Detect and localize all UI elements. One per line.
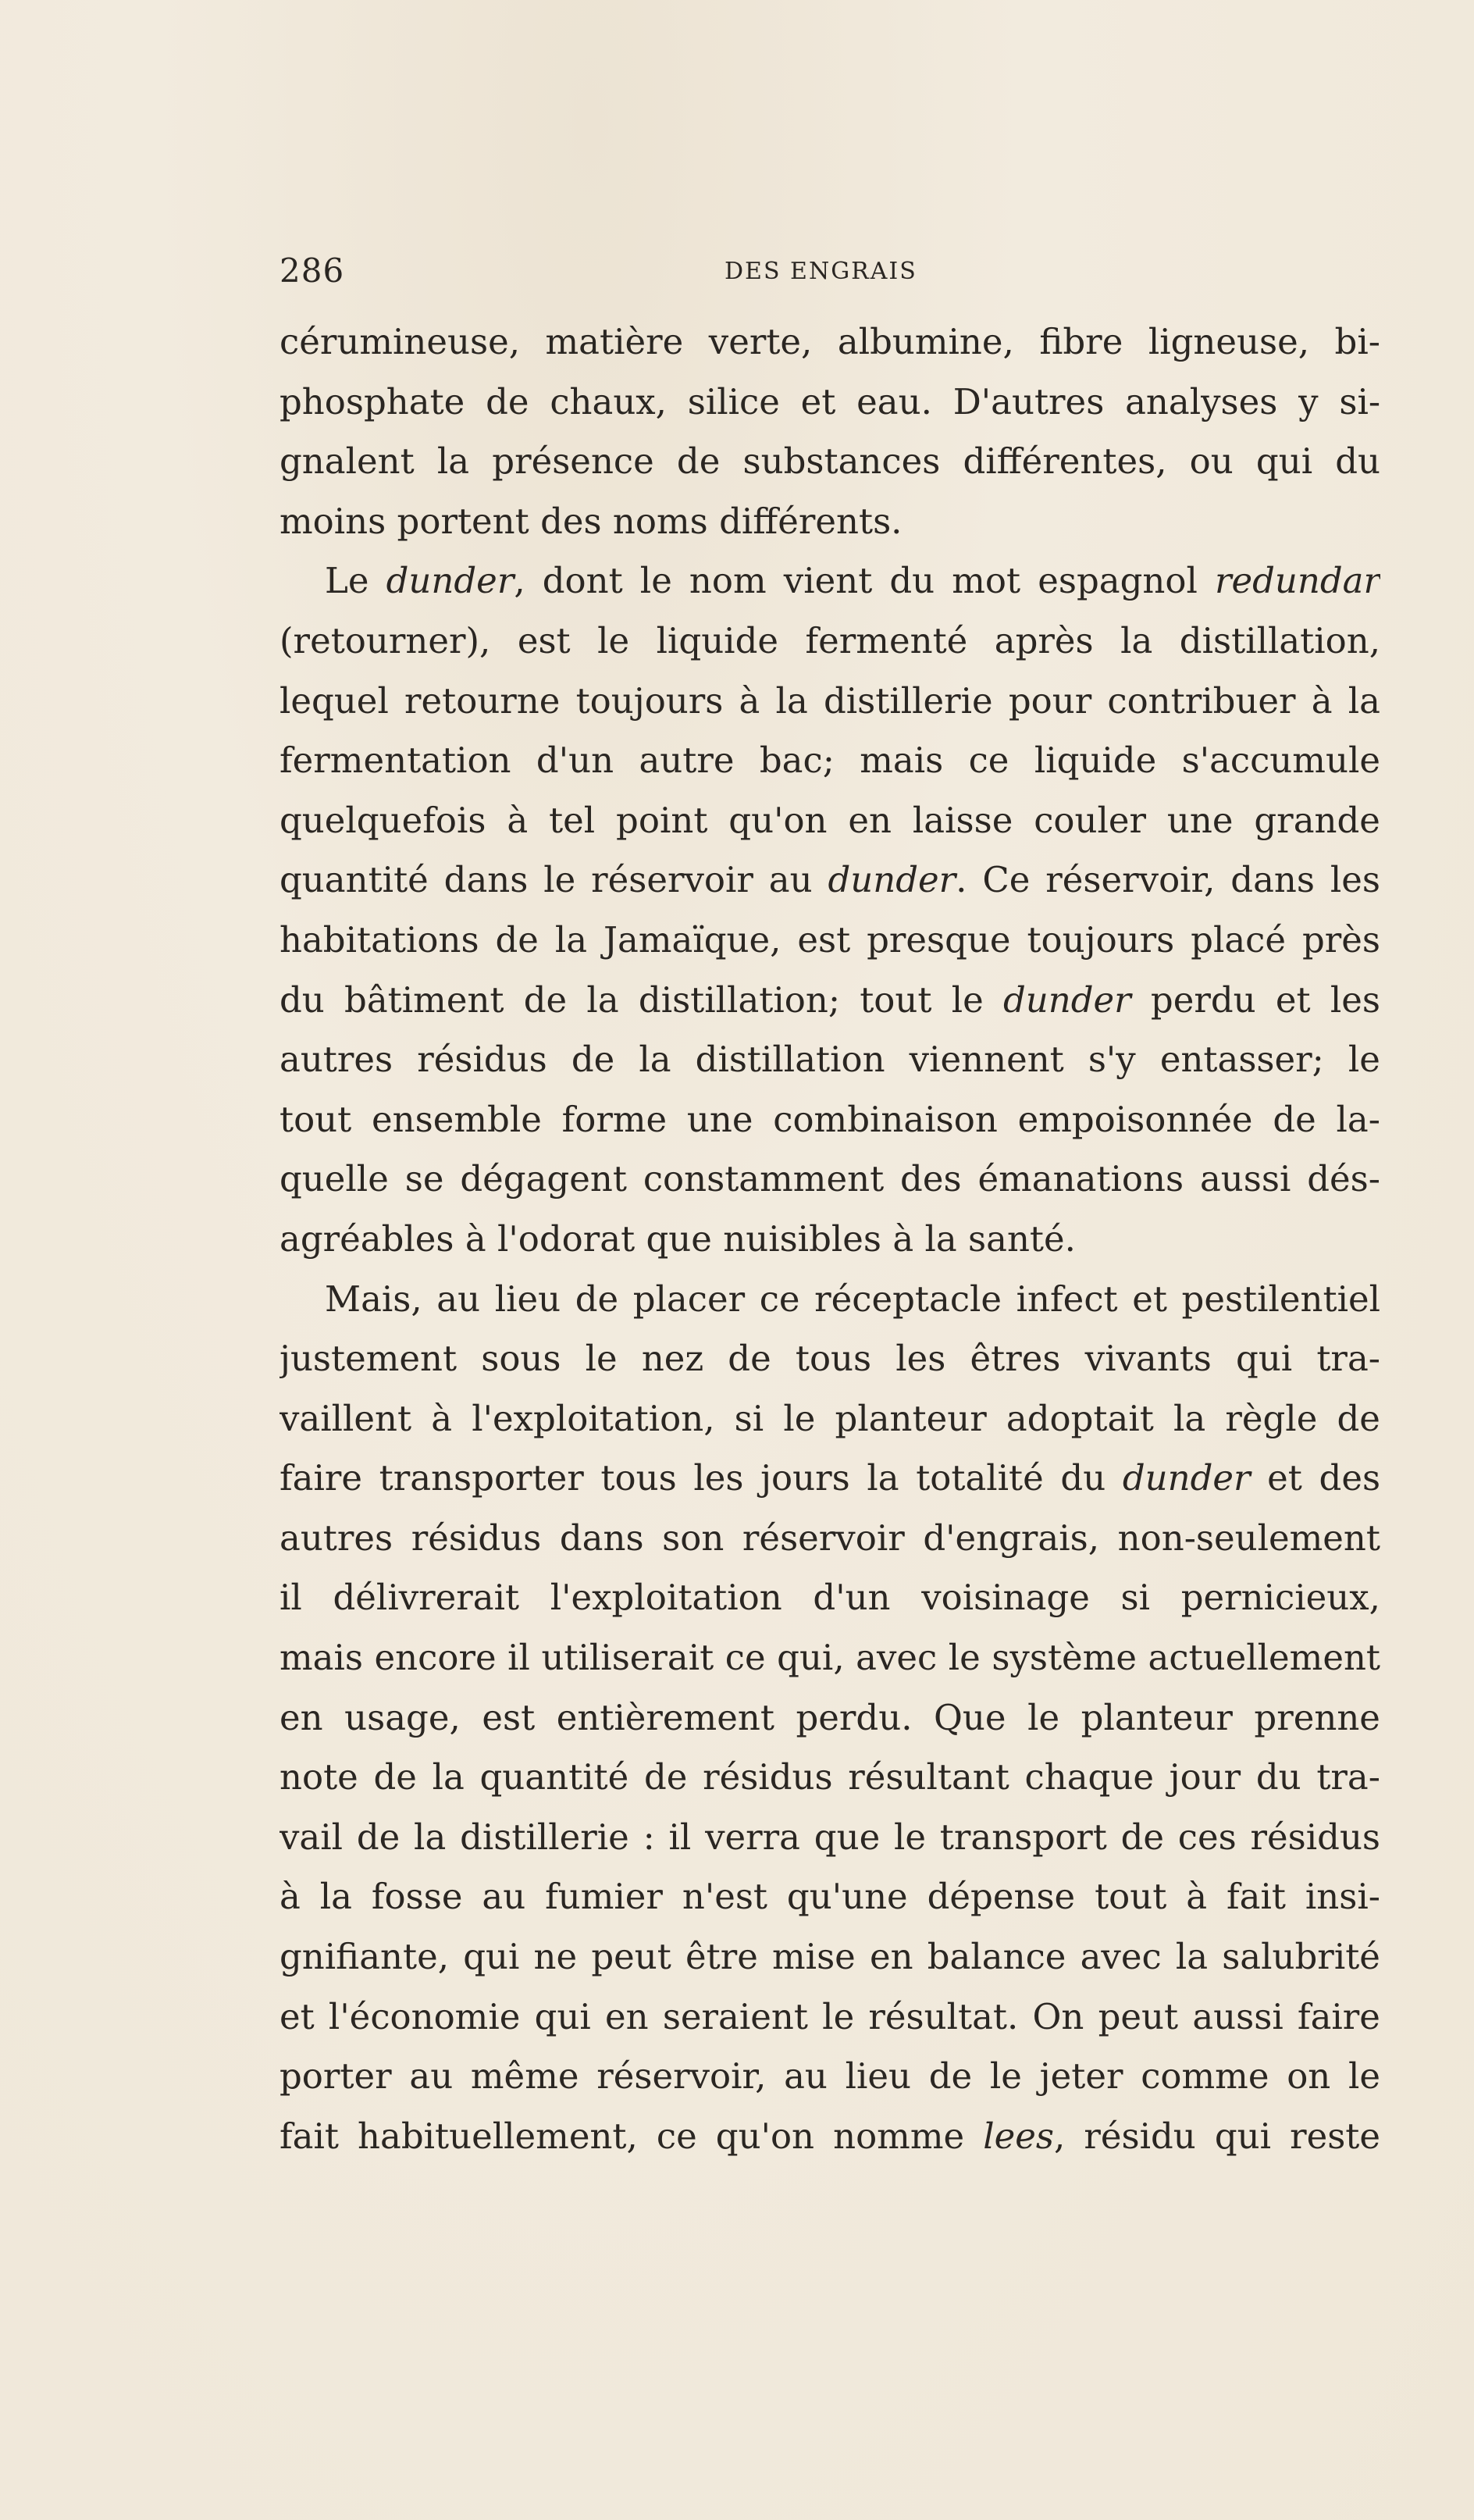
text-line: Mais, au lieu de placer ce réceptacle infect et pestilentiel [325, 1278, 1380, 1320]
text-line: moins portent des noms différents. [279, 500, 903, 542]
text-line: note de la quantité de résidus résultant chaque jour du tra- [279, 1756, 1380, 1798]
text-line: gnifiante, qui ne peut être mise en balance avec la salubrité [279, 1936, 1380, 1978]
text-line: fermentation d'un autre bac; mais ce liquide s'accumule [279, 740, 1380, 782]
text-line: lequel retourne toujours à la distillerie pour contribuer à la [279, 679, 1380, 722]
text-line: gnalent la présence de substances différentes, ou qui du [279, 440, 1380, 483]
text-line: autres résidus dans son réservoir d'engrais, non-seulement [279, 1517, 1380, 1559]
page-header [279, 251, 1388, 298]
text-line: autres résidus de la distillation viennent s'y entasser; le [279, 1039, 1380, 1081]
text-line: agréables à l'odorat que nuisibles à la santé. [279, 1217, 1076, 1260]
text-line: vail de la distillerie : il verra que le transport de ces résidus [279, 1816, 1380, 1858]
text-line: porter au même réservoir, au lieu de le jeter comme on le [279, 2055, 1380, 2098]
running-head: DES ENGRAIS [725, 258, 917, 285]
text-line: faire transporter tous les jours la totalité du dunder et des [279, 1457, 1380, 1499]
text-line: justement sous le nez de tous les êtres vivants qui tra- [279, 1338, 1380, 1380]
text-line: il délivrerait l'exploitation d'un voisinage si pernicieux, [279, 1577, 1380, 1619]
text-line: mais encore il utiliserait ce qui, avec le système actuellement [279, 1637, 1380, 1679]
text-line: phosphate de chaux, silice et eau. D'autres analyses y si- [279, 380, 1380, 422]
text-line: à la fosse au fumier n'est qu'une dépense tout à fait insi- [279, 1876, 1380, 1918]
text-line: tout ensemble forme une combinaison empoisonnée de la- [279, 1098, 1380, 1140]
text-line: et l'économie qui en seraient le résultat. On peut aussi faire [279, 1995, 1380, 2037]
text-line: quantité dans le réservoir au dunder. Ce réservoir, dans les [279, 859, 1380, 901]
text-line: quelle se dégagent constamment des émanations aussi dés- [279, 1158, 1380, 1200]
page-number: 286 [279, 251, 345, 290]
text-line: fait habituellement, ce qu'on nomme lees, résidu qui reste [279, 2115, 1380, 2157]
text-line: Le dunder, dont le nom vient du mot espagnol redundar [325, 560, 1380, 602]
text-line: cérumineuse, matière verte, albumine, fibre ligneuse, bi- [279, 321, 1380, 362]
text-line: quelquefois à tel point qu'on en laisse couler une grande [279, 799, 1380, 841]
text-line: en usage, est entièrement perdu. Que le planteur prenne [279, 1696, 1380, 1738]
text-line: du bâtiment de la distillation; tout le dunder perdu et les [279, 978, 1380, 1021]
text-line: (retourner), est le liquide fermenté après la distillation, [279, 619, 1380, 661]
text-line: habitations de la Jamaïque, est presque toujours placé près [279, 918, 1380, 961]
body-text [279, 312, 1380, 2166]
text-line: vaillent à l'exploitation, si le planteur adoptait la règle de [279, 1397, 1380, 1439]
